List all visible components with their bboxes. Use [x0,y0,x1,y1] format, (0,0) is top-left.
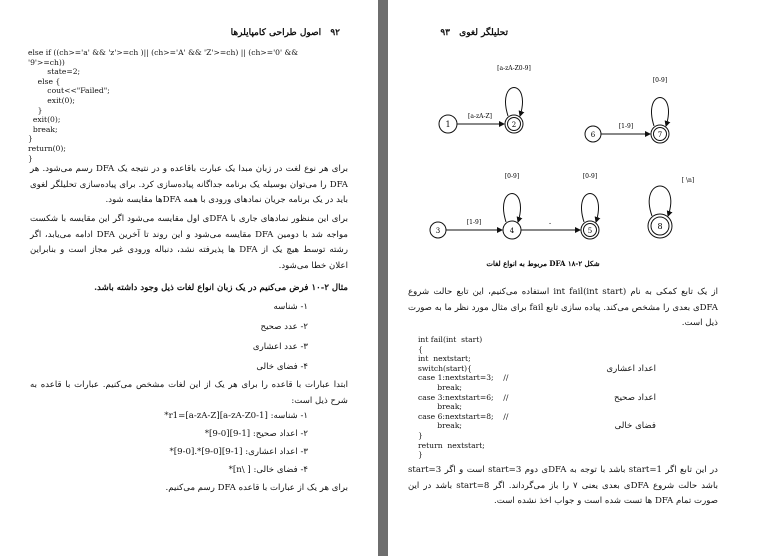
right-para-1: از یک تابع کمکی به نام int fail(int start) استفاده می‌کنیم، این تابع حالت شروع DFAی بعدی را مشخص می‌کند. پیاده سازی تابع fail برای مثال مورد نظر ما به صورت ذیل است. [408,287,718,328]
dfa-integer [585,77,669,143]
right-code-line: return nextstart; [418,440,485,450]
dfa-identifier [439,65,531,133]
state-6-label: 6 [590,131,596,139]
left-code-line: else { [28,76,61,86]
state-4-label: 4 [509,227,515,235]
figure-caption: شکل ۲-۱۸ DFA مربوط به انواع لغات [486,259,600,268]
token-type-1: ۱- شناسه [273,302,308,312]
left-para-2: برای این منظور نمادهای جاری با DFAی اول مقایسه می‌شود اگر این مقایسه با شکست مواجه شد با دومین DFA مقایسه می‌شود و این روند تا آخرین DFA ادامه می‌یابد، اگر رشته توسط هیچ یک از DFA ها پذیرفته نشد، دنباله ورودی غیر مجاز است و بنابراین اعلان خطا می‌شود. [30,214,349,271]
right-code-line: } [418,450,423,460]
state-3-label: 3 [435,227,441,235]
dfa-float [430,173,599,239]
right-page-number: ۹۳ [440,28,451,38]
right-code-line: switch(start){ [418,363,472,373]
dfa-whitespace [648,177,694,238]
regex-line-4: ۴- فضای خالی: [ \n]* [228,465,308,475]
state-8-label: 8 [657,222,663,231]
left-para-3: ابتدا عبارات با قاعده را برای هر یک از این لغات مشخص می‌کنیم. عبارات با قاعده به شرح ذیل است: [30,380,348,406]
dfa3-loop-final-label: [0-9] [582,173,598,180]
dfa1-loop-label: [a-zA-Z0-9] [497,65,531,72]
regex-line-2: ۲- اعداد صحیح: [1-9][0-9]* [204,429,308,439]
dfa-diagram [388,48,768,278]
state-1-label: 1 [445,120,451,129]
right-code-line: case 3:nextstart=6; // [418,392,509,402]
right-code-line: break; [418,402,462,412]
state-2-label: 2 [511,121,517,129]
token-type-2: ۲- عدد صحیح [260,322,308,332]
state-7-label: 7 [657,131,663,139]
left-code-line: state=2; [28,67,81,77]
comment-integer: اعداد صحیح [614,393,656,403]
right-code-line: break; [418,383,462,392]
right-code-line: case 1:nextstart=3; // [418,373,509,383]
left-code-line: return(0); [28,144,66,153]
dfa3-edge1-label: [1-9] [466,219,482,226]
left-running-title: اصول طراحی کامپایلرها [230,28,322,38]
dfa1-edge-label: [a-zA-Z] [468,113,492,120]
right-page [388,0,768,556]
right-code-line: { [418,344,423,354]
left-code-line: cout<<"Failed"; [28,86,110,96]
left-code-line: } [28,105,43,115]
left-code-line: } [28,153,33,163]
dfa4-loop-label: [ \n] [681,177,695,184]
left-header [231,28,340,38]
left-page-number: ۹۲ [330,28,340,38]
dfa3-loop-mid-label: [0-9] [504,173,520,180]
left-code-line: else if ((ch>='a' && 'z'>=ch )|| (ch>='A' && 'Z'>=ch) || (ch>='0' && [28,48,299,57]
example-intro: مثال ۲-۱۰ فرض می‌کنیم در یک زبان انواع لغات ذیل وجود داشته باشد. [94,283,348,293]
left-code-line: exit(0); [28,115,61,125]
right-para-2: در این تابع اگر start=1 باشد با توجه به DFAی دوم start=3 است و اگر start=3 باشد حالت شروع DFAی بعدی یعنی ۷ را باز می‌گرداند. اگر start=8 باشد در این صورت تمام DFA ها تست شده است و جواب اخذ نشده است. [408,465,719,506]
left-code-line: } [28,134,33,144]
right-code-line: case 6:nextstart=8; // [418,411,509,421]
state-5-label: 5 [587,227,593,235]
regex-line-1: ۱- شناسه: r1=[a-zA-Z][a-zA-Z0-1]* [164,411,308,421]
dfa2-edge-label: [1-9] [618,123,634,130]
right-code-line: int nextstart; [418,354,471,364]
left-code-line: exit(0); [28,96,75,105]
right-code-line: int fail(int start) [418,335,483,344]
token-type-4: ۴- فضای خالی [256,362,308,372]
right-code-line: } [418,431,423,440]
left-para-1: برای هر نوع لغت در زبان مبدا یک عبارت باقاعده و در نتیجه یک DFA رسم می‌شود. هر DFA را می‌توان بوسیله یک برنامه جداگانه پیاده‌سازی کرد. برای پیاده‌سازی تحلیلگر لغوی باید در یک برنامه جریان نمادهای ورودی با همه DFAها مقایسه شود. [30,164,348,205]
left-code-line: break; [28,124,58,134]
left-page [0,0,378,556]
right-header [440,28,508,38]
dfa2-loop-label: [0-9] [652,77,668,84]
comment-whitespace: فضای خالی [614,421,656,431]
dfa3-edge2-label: . [548,217,552,226]
left-closing: برای هر یک از عبارات با قاعده DFA رسم می‌کنیم. [165,483,348,493]
right-code-line: break; [418,421,462,431]
regex-line-3: ۳- اعداد اعشاری: [1-9][0-9]*.[0-9]* [169,447,308,457]
comment-float: اعداد اعشاری [606,364,656,374]
token-type-3: ۳- عدد اعشاری [252,342,308,352]
right-running-title: تحلیلگر لغوی [459,28,508,38]
left-code-line: '9'>=ch)) [28,57,65,67]
book-gutter [378,0,388,556]
